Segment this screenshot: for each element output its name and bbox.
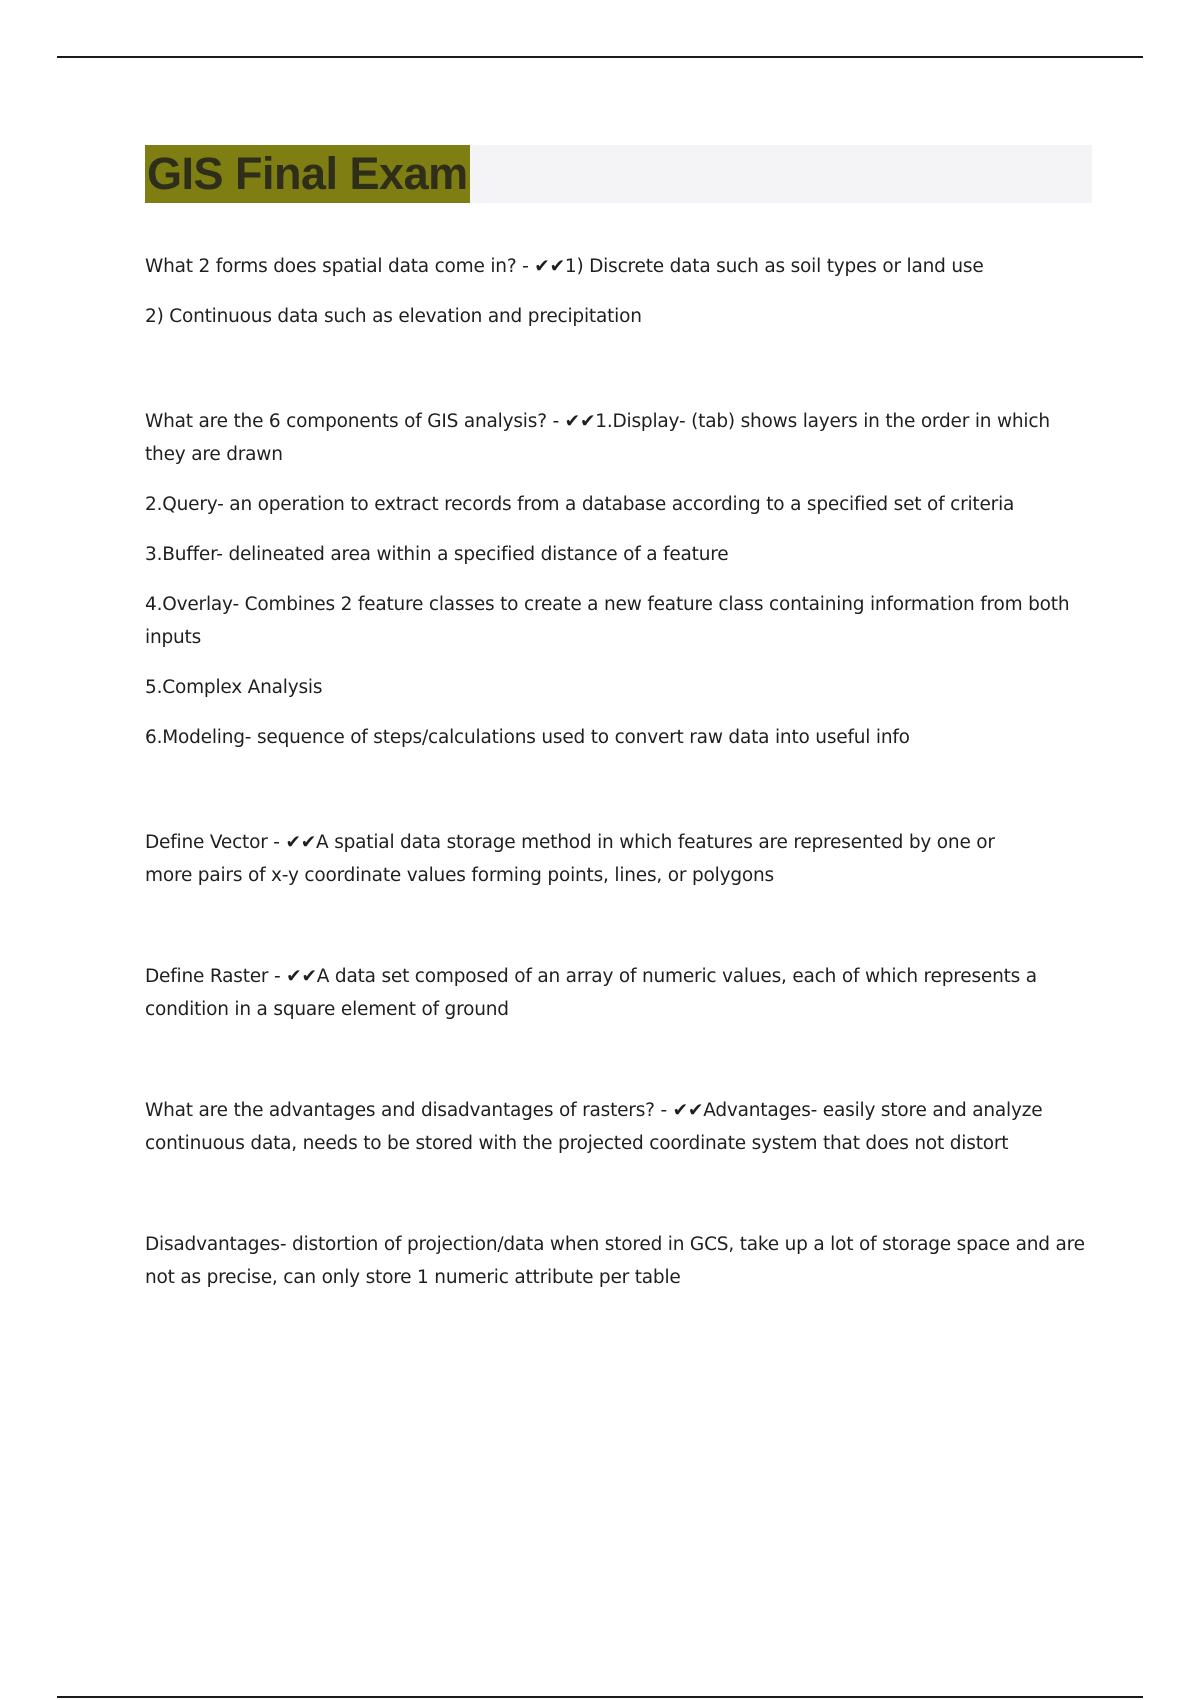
spacer	[145, 571, 1095, 588]
text-line: 5.Complex Analysis	[145, 677, 323, 698]
text-line: not as precise, can only store 1 numeric attribute per table	[145, 1267, 681, 1288]
bottom-rule	[57, 1696, 1143, 1698]
text-line: What are the 6 components of GIS analysis? - ✔✔1.Display- (tab) shows layers in the order in which	[145, 411, 1050, 432]
spacer	[145, 283, 1095, 300]
spacer	[145, 1160, 1095, 1228]
text-line: more pairs of x-y coordinate values forming points, lines, or polygons	[145, 865, 774, 886]
paragraph-continuous-data	[145, 300, 1095, 333]
text-line: What 2 forms does spatial data come in? - ✔✔1) Discrete data such as soil types or land use	[145, 256, 984, 277]
text-line: they are drawn	[145, 444, 283, 465]
paragraph-complex-analysis	[145, 671, 1095, 704]
text-line: inputs	[145, 627, 202, 648]
text-line: 2) Continuous data such as elevation and precipitation	[145, 306, 642, 327]
text-line: 3.Buffer- delineated area within a specified distance of a feature	[145, 544, 729, 565]
page-title: GIS Final Exam	[145, 145, 470, 203]
text-line: 4.Overlay- Combines 2 feature classes to create a new feature class containing information from both	[145, 594, 1070, 615]
paragraph-define-raster	[145, 960, 1095, 1026]
spacer	[145, 471, 1095, 488]
paragraph-overlay	[145, 588, 1095, 654]
spacer	[145, 892, 1095, 960]
text-line: 6.Modeling- sequence of steps/calculations used to convert raw data into useful info	[145, 727, 910, 748]
paragraph-gis-components	[145, 405, 1095, 471]
document-body	[145, 250, 1095, 1294]
paragraph-spatial-data-forms	[145, 250, 1095, 283]
text-line: What are the advantages and disadvantages of rasters? - ✔✔Advantages- easily store and analyze	[145, 1100, 1043, 1121]
text-line: Disadvantages- distortion of projection/data when stored in GCS, take up a lot of storage space and are	[145, 1234, 1085, 1255]
paragraph-define-vector	[145, 826, 1095, 892]
paragraph-modeling	[145, 721, 1095, 754]
spacer	[145, 1026, 1095, 1094]
text-line: Define Vector - ✔✔A spatial data storage method in which features are represented by one or	[145, 832, 995, 853]
paragraph-raster-disadvantages	[145, 1228, 1095, 1294]
text-line: 2.Query- an operation to extract records from a database according to a specified set of criteria	[145, 494, 1015, 515]
paragraph-raster-advantages	[145, 1094, 1095, 1160]
paragraph-query	[145, 488, 1095, 521]
spacer	[145, 754, 1095, 826]
text-line: condition in a square element of ground	[145, 999, 509, 1020]
title-band	[145, 145, 1092, 203]
spacer	[145, 654, 1095, 671]
top-rule	[57, 56, 1143, 58]
text-line: Define Raster - ✔✔A data set composed of an array of numeric values, each of which represents a	[145, 966, 1037, 987]
spacer	[145, 704, 1095, 721]
text-line: continuous data, needs to be stored with the projected coordinate system that does not distort	[145, 1133, 1009, 1154]
spacer	[145, 333, 1095, 405]
paragraph-buffer	[145, 538, 1095, 571]
spacer	[145, 521, 1095, 538]
